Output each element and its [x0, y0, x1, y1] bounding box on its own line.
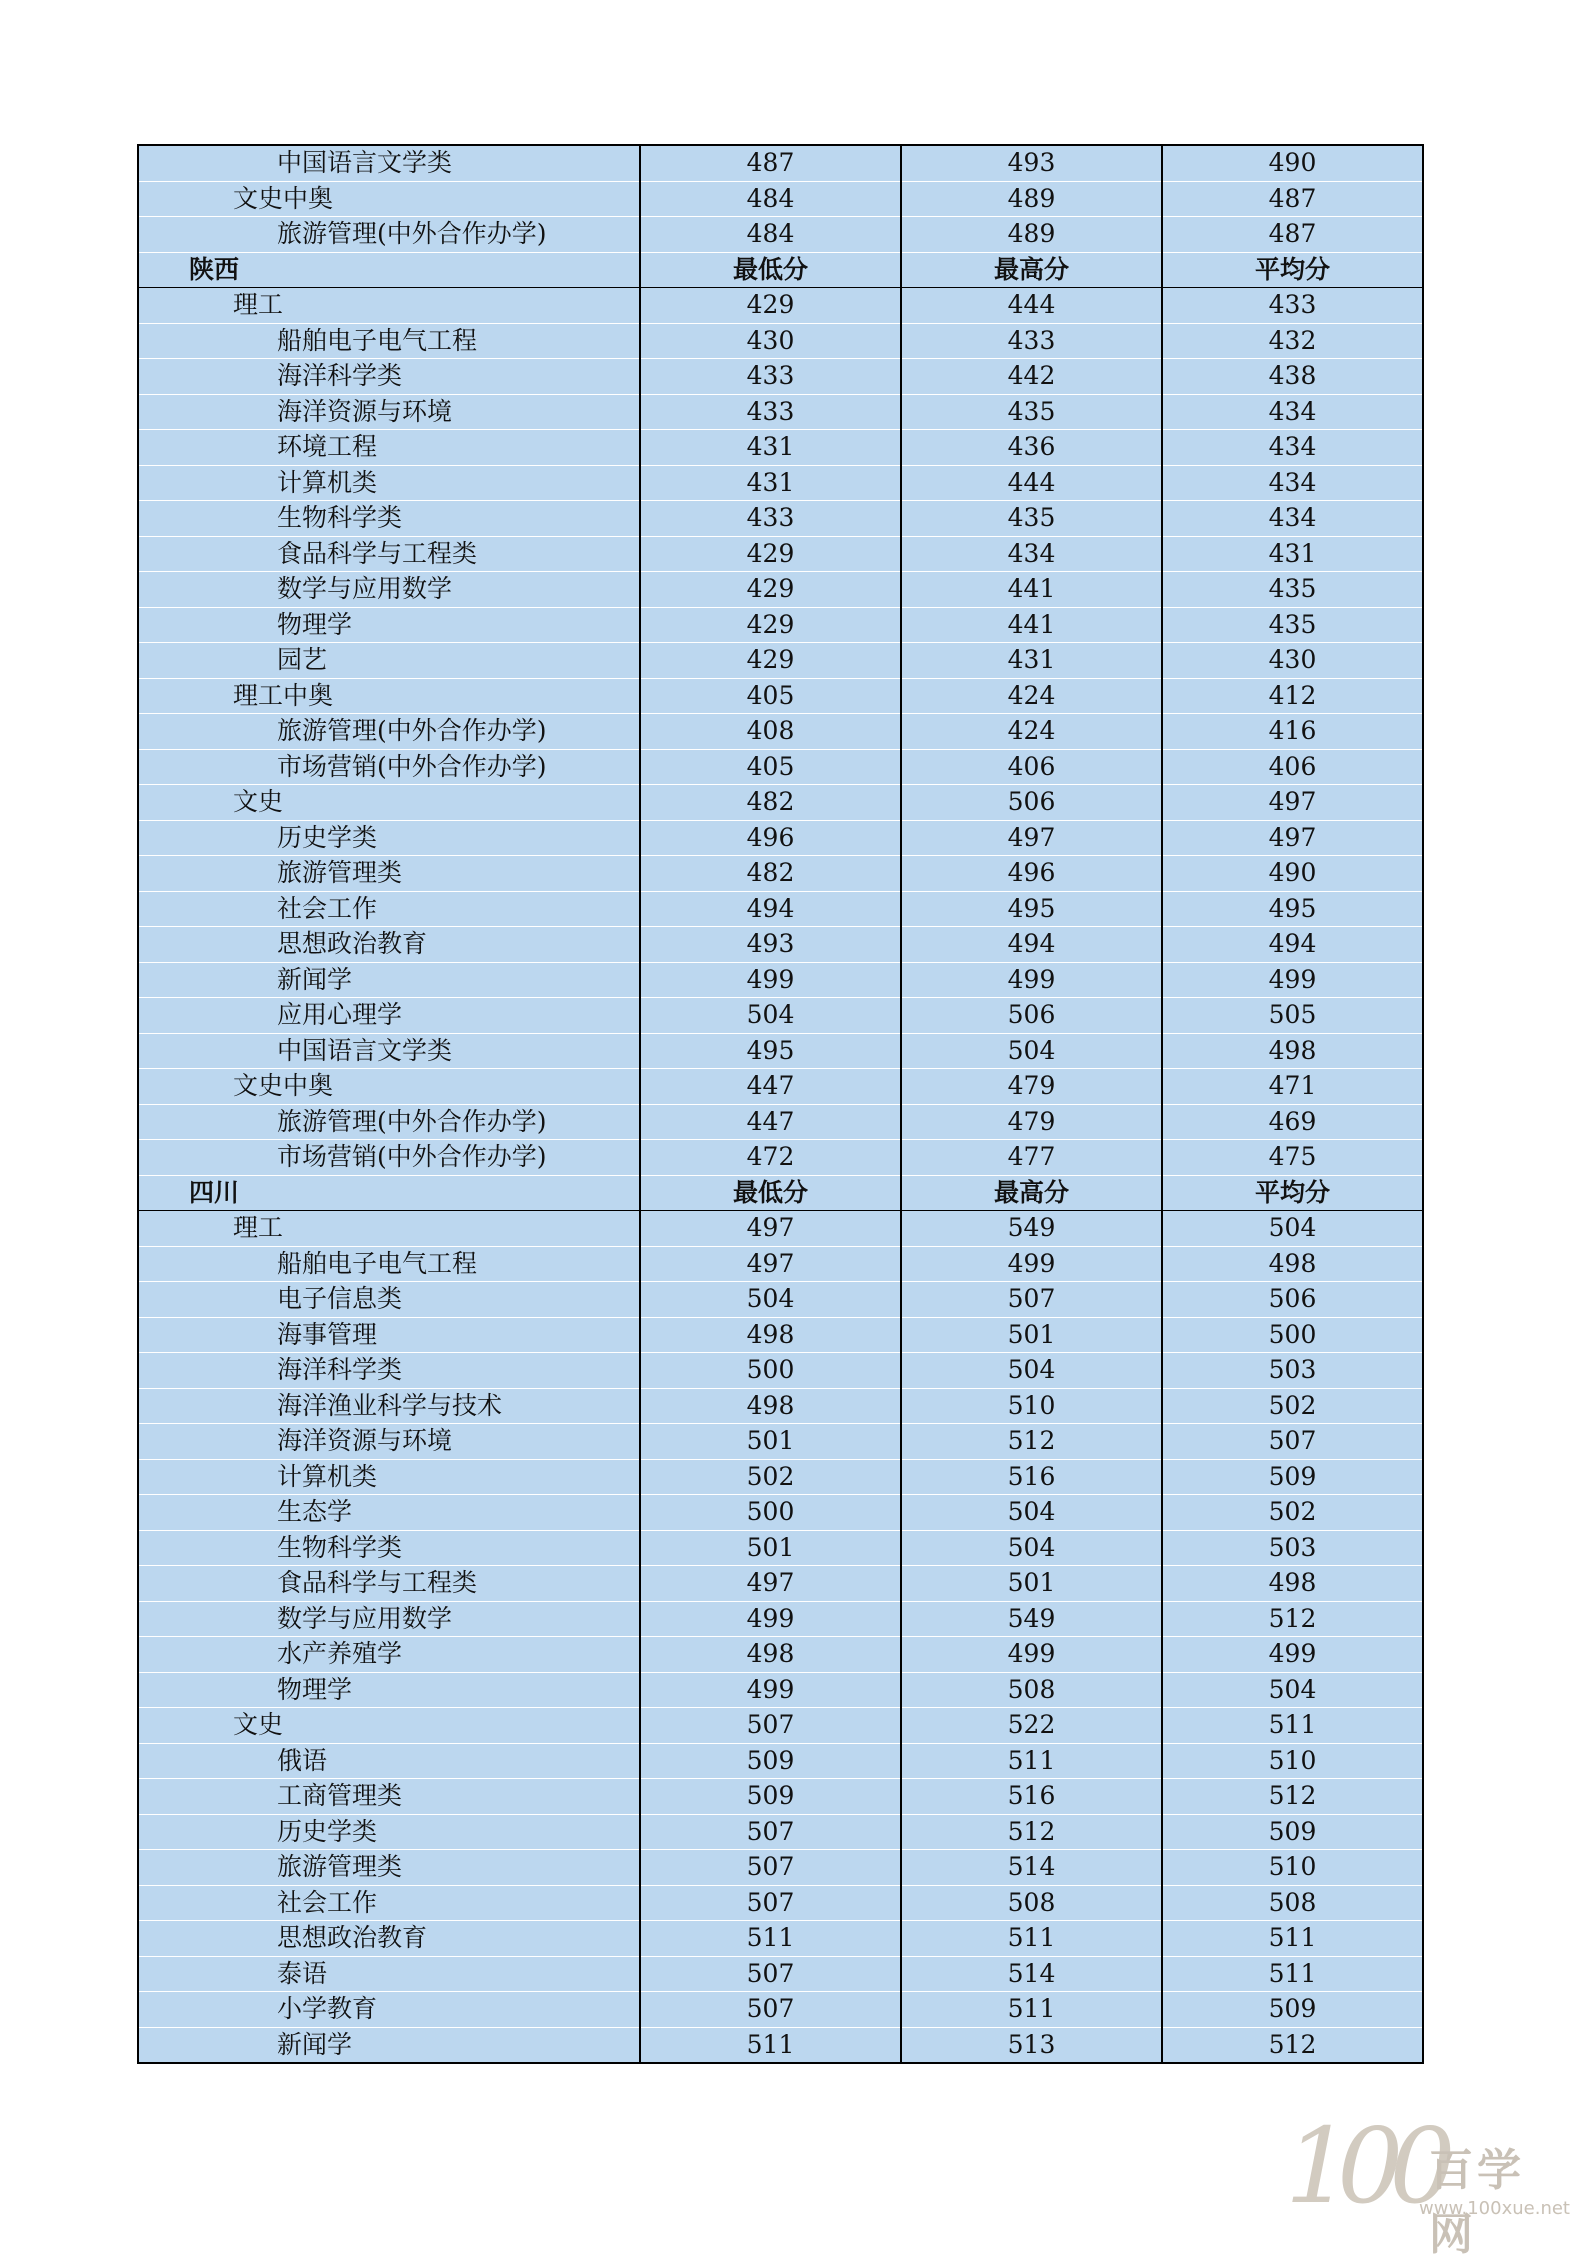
avg-score-cell: 498: [1162, 1033, 1423, 1069]
max-score-cell: 494: [901, 927, 1162, 963]
major-name: 生物科学类: [138, 501, 640, 537]
max-score-cell: 434: [901, 536, 1162, 572]
min-score-cell: 433: [640, 501, 901, 537]
table-row: [138, 1424, 1423, 1460]
table-row: [138, 856, 1423, 892]
max-score-cell: 504: [901, 1033, 1162, 1069]
major-name: 数学与应用数学: [138, 1601, 640, 1637]
avg-score-cell: 469: [1162, 1104, 1423, 1140]
score-table-body: [138, 145, 1423, 2063]
major-name: 思想政治教育: [138, 927, 640, 963]
table-row: [138, 1104, 1423, 1140]
table-row: [138, 501, 1423, 537]
table-row: [138, 1033, 1423, 1069]
max-score-cell: 512: [901, 1814, 1162, 1850]
avg-score-cell: 487: [1162, 181, 1423, 217]
major-name: 生物科学类: [138, 1530, 640, 1566]
table-row: [138, 572, 1423, 608]
min-score-cell: 498: [640, 1637, 901, 1673]
avg-score-cell: 494: [1162, 927, 1423, 963]
province-name: 四川: [138, 1175, 640, 1211]
max-score-cell: 511: [901, 1992, 1162, 2028]
avg-score-cell: 506: [1162, 1282, 1423, 1318]
min-score-cell: 405: [640, 678, 901, 714]
avg-score-cell: 499: [1162, 1637, 1423, 1673]
min-score-cell: 484: [640, 181, 901, 217]
avg-score-cell: 497: [1162, 785, 1423, 821]
min-score-cell: 497: [640, 1566, 901, 1602]
avg-score-cell: 509: [1162, 1992, 1423, 2028]
max-score-cell: 441: [901, 607, 1162, 643]
table-row: [138, 1885, 1423, 1921]
avg-score-cell: 499: [1162, 962, 1423, 998]
avg-score-cell: 433: [1162, 288, 1423, 324]
table-row: [138, 1282, 1423, 1318]
category-name: 理工中奥: [138, 678, 640, 714]
avg-score-cell: 490: [1162, 145, 1423, 181]
table-row: [138, 1140, 1423, 1176]
max-score-cell: 436: [901, 430, 1162, 466]
table-row: [138, 714, 1423, 750]
min-score-cell: 509: [640, 1779, 901, 1815]
min-score-cell: 496: [640, 820, 901, 856]
table-row: [138, 359, 1423, 395]
province-header-row: [138, 252, 1423, 288]
major-name: 社会工作: [138, 891, 640, 927]
max-score-cell: 493: [901, 145, 1162, 181]
site-watermark-logo: [1279, 2105, 1570, 2260]
avg-score-cell: 503: [1162, 1530, 1423, 1566]
avg-score-cell: 510: [1162, 1850, 1423, 1886]
avg-score-cell: 434: [1162, 465, 1423, 501]
table-row: [138, 1211, 1423, 1247]
min-score-cell: 498: [640, 1388, 901, 1424]
table-row: [138, 323, 1423, 359]
table-row: [138, 1992, 1423, 2028]
major-name: 历史学类: [138, 1814, 640, 1850]
min-score-cell: 429: [640, 536, 901, 572]
table-row: [138, 785, 1423, 821]
table-row: [138, 430, 1423, 466]
province-name: 陕西: [138, 252, 640, 288]
avg-score-cell: 507: [1162, 1424, 1423, 1460]
avg-score-cell: 510: [1162, 1743, 1423, 1779]
major-name: 物理学: [138, 1672, 640, 1708]
avg-score-cell: 475: [1162, 1140, 1423, 1176]
major-name: 海洋科学类: [138, 359, 640, 395]
major-name: 海洋渔业科学与技术: [138, 1388, 640, 1424]
max-score-cell: 435: [901, 394, 1162, 430]
min-score-cell: 511: [640, 1921, 901, 1957]
major-name: 食品科学与工程类: [138, 1566, 640, 1602]
avg-score-cell: 435: [1162, 572, 1423, 608]
min-score-cell: 507: [640, 1992, 901, 2028]
avg-score-cell: 503: [1162, 1353, 1423, 1389]
max-score-cell: 501: [901, 1317, 1162, 1353]
max-score-cell: 504: [901, 1495, 1162, 1531]
max-score-cell: 496: [901, 856, 1162, 892]
major-name: 数学与应用数学: [138, 572, 640, 608]
table-row: [138, 1069, 1423, 1105]
max-score-cell: 510: [901, 1388, 1162, 1424]
major-name: 中国语言文学类: [138, 1033, 640, 1069]
avg-score-cell: 509: [1162, 1814, 1423, 1850]
max-score-cell: 508: [901, 1672, 1162, 1708]
table-row: [138, 145, 1423, 181]
avg-score-cell: 504: [1162, 1211, 1423, 1247]
max-score-cell: 504: [901, 1530, 1162, 1566]
max-score-cell: 444: [901, 465, 1162, 501]
avg-score-cell: 471: [1162, 1069, 1423, 1105]
min-score-cell: 511: [640, 2027, 901, 2063]
avg-score-cell: 512: [1162, 1601, 1423, 1637]
avg-score-cell: 416: [1162, 714, 1423, 750]
table-row: [138, 1850, 1423, 1886]
avg-score-cell: 430: [1162, 643, 1423, 679]
max-score-cell: 506: [901, 998, 1162, 1034]
table-row: [138, 536, 1423, 572]
max-score-cell: 431: [901, 643, 1162, 679]
min-score-cell: 507: [640, 1885, 901, 1921]
min-score-cell: 431: [640, 465, 901, 501]
max-score-cell: 499: [901, 1637, 1162, 1673]
max-score-cell: 549: [901, 1601, 1162, 1637]
min-score-cell: 507: [640, 1708, 901, 1744]
min-score-cell: 430: [640, 323, 901, 359]
min-score-cell: 429: [640, 572, 901, 608]
avg-score-cell: 434: [1162, 501, 1423, 537]
max-score-cell: 514: [901, 1956, 1162, 1992]
avg-score-cell: 505: [1162, 998, 1423, 1034]
major-name: 海洋科学类: [138, 1353, 640, 1389]
category-name: 文史: [138, 785, 640, 821]
min-score-cell: 447: [640, 1104, 901, 1140]
major-name: 海洋资源与环境: [138, 1424, 640, 1460]
max-score-cell: 479: [901, 1069, 1162, 1105]
max-score-cell: 507: [901, 1282, 1162, 1318]
avg-score-cell: 511: [1162, 1708, 1423, 1744]
major-name: 泰语: [138, 1956, 640, 1992]
major-name: 旅游管理类: [138, 1850, 640, 1886]
min-score-cell: 504: [640, 1282, 901, 1318]
major-name: 应用心理学: [138, 998, 640, 1034]
major-name: 新闻学: [138, 962, 640, 998]
avg-score-cell: 498: [1162, 1246, 1423, 1282]
min-score-cell: 507: [640, 1814, 901, 1850]
avg-score-header: 平均分: [1162, 1175, 1423, 1211]
avg-score-cell: 495: [1162, 891, 1423, 927]
min-score-cell: 433: [640, 359, 901, 395]
table-row: [138, 217, 1423, 253]
avg-score-cell: 438: [1162, 359, 1423, 395]
min-score-cell: 431: [640, 430, 901, 466]
watermark-site-name: 百学网: [1429, 2145, 1525, 2260]
avg-score-cell: 497: [1162, 820, 1423, 856]
max-score-cell: 479: [901, 1104, 1162, 1140]
min-score-cell: 429: [640, 288, 901, 324]
max-score-cell: 435: [901, 501, 1162, 537]
avg-score-cell: 502: [1162, 1388, 1423, 1424]
min-score-cell: 429: [640, 643, 901, 679]
max-score-cell: 501: [901, 1566, 1162, 1602]
category-name: 理工: [138, 288, 640, 324]
avg-score-cell: 511: [1162, 1921, 1423, 1957]
max-score-cell: 499: [901, 1246, 1162, 1282]
major-name: 思想政治教育: [138, 1921, 640, 1957]
max-score-cell: 489: [901, 181, 1162, 217]
min-score-cell: 502: [640, 1459, 901, 1495]
min-score-cell: 405: [640, 749, 901, 785]
avg-score-cell: 487: [1162, 217, 1423, 253]
min-score-cell: 482: [640, 785, 901, 821]
avg-score-cell: 412: [1162, 678, 1423, 714]
table-row: [138, 1637, 1423, 1673]
table-row: [138, 1743, 1423, 1779]
avg-score-cell: 406: [1162, 749, 1423, 785]
category-name: 文史中奥: [138, 1069, 640, 1105]
avg-score-cell: 434: [1162, 394, 1423, 430]
avg-score-cell: 434: [1162, 430, 1423, 466]
table-row: [138, 1495, 1423, 1531]
max-score-cell: 433: [901, 323, 1162, 359]
table-row: [138, 1779, 1423, 1815]
table-row: [138, 181, 1423, 217]
major-name: 俄语: [138, 1743, 640, 1779]
major-name: 计算机类: [138, 1459, 640, 1495]
major-name: 园艺: [138, 643, 640, 679]
major-name: 中国语言文学类: [138, 145, 640, 181]
min-score-cell: 499: [640, 1601, 901, 1637]
table-row: [138, 1246, 1423, 1282]
province-header-row: [138, 1175, 1423, 1211]
min-score-header: 最低分: [640, 252, 901, 288]
major-name: 船舶电子电气工程: [138, 1246, 640, 1282]
table-row: [138, 678, 1423, 714]
score-table: [137, 144, 1424, 2064]
min-score-cell: 482: [640, 856, 901, 892]
avg-score-cell: 431: [1162, 536, 1423, 572]
table-row: [138, 2027, 1423, 2063]
table-row: [138, 394, 1423, 430]
min-score-cell: 507: [640, 1956, 901, 1992]
avg-score-cell: 512: [1162, 1779, 1423, 1815]
table-row: [138, 1459, 1423, 1495]
major-name: 环境工程: [138, 430, 640, 466]
min-score-cell: 487: [640, 145, 901, 181]
max-score-cell: 504: [901, 1353, 1162, 1389]
major-name: 社会工作: [138, 1885, 640, 1921]
major-name: 食品科学与工程类: [138, 536, 640, 572]
min-score-cell: 501: [640, 1424, 901, 1460]
table-row: [138, 465, 1423, 501]
table-row: [138, 820, 1423, 856]
category-name: 文史: [138, 1708, 640, 1744]
avg-score-cell: 500: [1162, 1317, 1423, 1353]
max-score-cell: 506: [901, 785, 1162, 821]
max-score-cell: 406: [901, 749, 1162, 785]
table-row: [138, 891, 1423, 927]
major-name: 旅游管理类: [138, 856, 640, 892]
table-row: [138, 1814, 1423, 1850]
table-row: [138, 1353, 1423, 1389]
min-score-cell: 499: [640, 962, 901, 998]
min-score-cell: 501: [640, 1530, 901, 1566]
min-score-cell: 447: [640, 1069, 901, 1105]
min-score-cell: 500: [640, 1495, 901, 1531]
major-name: 计算机类: [138, 465, 640, 501]
table-row: [138, 288, 1423, 324]
major-name: 电子信息类: [138, 1282, 640, 1318]
table-row: [138, 1601, 1423, 1637]
min-score-cell: 507: [640, 1850, 901, 1886]
max-score-cell: 511: [901, 1921, 1162, 1957]
table-row: [138, 1317, 1423, 1353]
avg-score-cell: 498: [1162, 1566, 1423, 1602]
max-score-header: 最高分: [901, 1175, 1162, 1211]
avg-score-cell: 490: [1162, 856, 1423, 892]
min-score-cell: 493: [640, 927, 901, 963]
watermark-digits: 100: [1285, 2105, 1442, 2227]
table-row: [138, 749, 1423, 785]
table-row: [138, 1388, 1423, 1424]
min-score-header: 最低分: [640, 1175, 901, 1211]
avg-score-header: 平均分: [1162, 252, 1423, 288]
max-score-cell: 516: [901, 1459, 1162, 1495]
min-score-cell: 499: [640, 1672, 901, 1708]
avg-score-cell: 504: [1162, 1672, 1423, 1708]
min-score-cell: 504: [640, 998, 901, 1034]
min-score-cell: 509: [640, 1743, 901, 1779]
avg-score-cell: 435: [1162, 607, 1423, 643]
max-score-cell: 444: [901, 288, 1162, 324]
min-score-cell: 495: [640, 1033, 901, 1069]
max-score-cell: 441: [901, 572, 1162, 608]
major-name: 旅游管理(中外合作办学): [138, 1104, 640, 1140]
max-score-cell: 511: [901, 1743, 1162, 1779]
max-score-cell: 477: [901, 1140, 1162, 1176]
max-score-cell: 522: [901, 1708, 1162, 1744]
max-score-cell: 513: [901, 2027, 1162, 2063]
avg-score-cell: 508: [1162, 1885, 1423, 1921]
major-name: 海洋资源与环境: [138, 394, 640, 430]
table-row: [138, 607, 1423, 643]
major-name: 历史学类: [138, 820, 640, 856]
max-score-cell: 512: [901, 1424, 1162, 1460]
min-score-cell: 497: [640, 1246, 901, 1282]
max-score-cell: 495: [901, 891, 1162, 927]
table-row: [138, 1708, 1423, 1744]
table-row: [138, 998, 1423, 1034]
max-score-cell: 516: [901, 1779, 1162, 1815]
min-score-cell: 472: [640, 1140, 901, 1176]
min-score-cell: 429: [640, 607, 901, 643]
avg-score-cell: 511: [1162, 1956, 1423, 1992]
major-name: 物理学: [138, 607, 640, 643]
min-score-cell: 500: [640, 1353, 901, 1389]
max-score-cell: 424: [901, 714, 1162, 750]
max-score-cell: 424: [901, 678, 1162, 714]
max-score-cell: 499: [901, 962, 1162, 998]
min-score-cell: 494: [640, 891, 901, 927]
major-name: 市场营销(中外合作办学): [138, 749, 640, 785]
major-name: 工商管理类: [138, 1779, 640, 1815]
table-row: [138, 1921, 1423, 1957]
table-row: [138, 962, 1423, 998]
major-name: 旅游管理(中外合作办学): [138, 714, 640, 750]
max-score-cell: 508: [901, 1885, 1162, 1921]
major-name: 旅游管理(中外合作办学): [138, 217, 640, 253]
max-score-cell: 549: [901, 1211, 1162, 1247]
max-score-cell: 489: [901, 217, 1162, 253]
major-name: 新闻学: [138, 2027, 640, 2063]
min-score-cell: 433: [640, 394, 901, 430]
major-name: 生态学: [138, 1495, 640, 1531]
min-score-cell: 498: [640, 1317, 901, 1353]
max-score-header: 最高分: [901, 252, 1162, 288]
category-name: 理工: [138, 1211, 640, 1247]
major-name: 船舶电子电气工程: [138, 323, 640, 359]
avg-score-cell: 502: [1162, 1495, 1423, 1531]
table-row: [138, 1956, 1423, 1992]
major-name: 小学教育: [138, 1992, 640, 2028]
table-row: [138, 1530, 1423, 1566]
min-score-cell: 408: [640, 714, 901, 750]
table-row: [138, 927, 1423, 963]
max-score-cell: 514: [901, 1850, 1162, 1886]
min-score-cell: 497: [640, 1211, 901, 1247]
avg-score-cell: 509: [1162, 1459, 1423, 1495]
category-name: 文史中奥: [138, 181, 640, 217]
min-score-cell: 484: [640, 217, 901, 253]
table-row: [138, 1566, 1423, 1602]
avg-score-cell: 432: [1162, 323, 1423, 359]
max-score-cell: 442: [901, 359, 1162, 395]
major-name: 海事管理: [138, 1317, 640, 1353]
table-row: [138, 1672, 1423, 1708]
major-name: 市场营销(中外合作办学): [138, 1140, 640, 1176]
major-name: 水产养殖学: [138, 1637, 640, 1673]
watermark-url: www.100xue.net: [1419, 2198, 1570, 2219]
max-score-cell: 497: [901, 820, 1162, 856]
avg-score-cell: 512: [1162, 2027, 1423, 2063]
table-row: [138, 643, 1423, 679]
